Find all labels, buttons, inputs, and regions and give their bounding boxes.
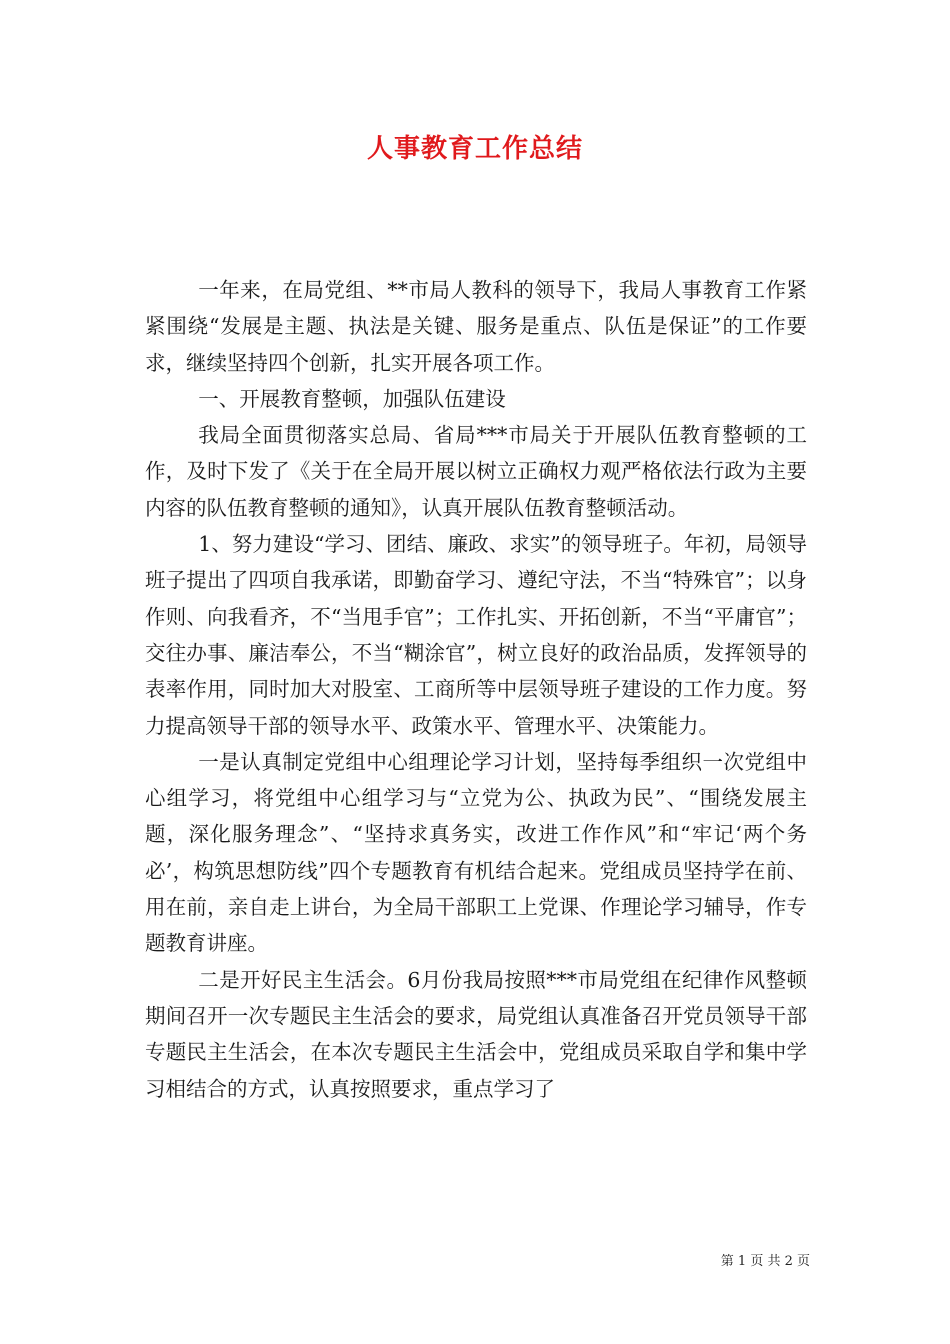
document-body [145,272,807,1107]
body-paragraph: 1、努力建设“学习、团结、廉政、求实”的领导班子。年初，局领导班子提出了四项自我承诺，即勤奋学习、遵纪守法，不当“特殊官”；以身作则、向我看齐，不“当甩手官”；工作扎实、开拓创新，不当“平庸官”；交往办事、廉洁奉公，不当“糊涂官”，树立良好的政治品质，发挥领导的表率作用，同时加大对股室、工商所等中层领导班子建设的工作力度。努力提高领导干部的领导水平、政策水平、管理水平、决策能力。 [145,532,807,738]
section-heading: 一、开展教育整顿，加强队伍建设 [198,386,506,411]
body-paragraph: 一是认真制定党组中心组理论学习计划，坚持每季组织一次党组中心组学习，将党组中心组学习与“立党为公、执政为民”、“围绕发展主题，深化服务理念”、“坚持求真务实，改进工作作风”和“牢记‘两个务必’，构筑思想防线”四个专题教育有机结合起来。党组成员坚持学在前、用在前，亲自走上讲台，为全局干部职工上党课、作理论学习辅导，作专题教育讲座。 [145,749,807,956]
intro-paragraph: 一年来，在局党组、**市局人教科的领导下，我局人事教育工作紧紧围绕“发展是主题、执法是关键、服务是重点、队伍是保证”的工作要求，继续坚持四个创新，扎实开展各项工作。 [145,278,807,375]
page-number: 第 1 页 共 2 页 [720,1254,810,1269]
document-title: 人事教育工作总结 [366,134,583,164]
body-paragraph: 二是开好民主生活会。6月份我局按照***市局党组在纪律作风整顿期间召开一次专题民主生活会的要求，局党组认真准备召开党员领导干部专题民主生活会，在本次专题民主生活会中，党组成员采取自学和集中学习相结合的方式，认真按照要求，重点学习了 [145,967,807,1101]
body-paragraph: 我局全面贯彻落实总局、省局***市局关于开展队伍教育整顿的工作，及时下发了《关于在全局开展以树立正确权力观严格依法行政为主要内容的队伍教育整顿的通知》，认真开展队伍教育整顿活动。 [145,423,807,520]
